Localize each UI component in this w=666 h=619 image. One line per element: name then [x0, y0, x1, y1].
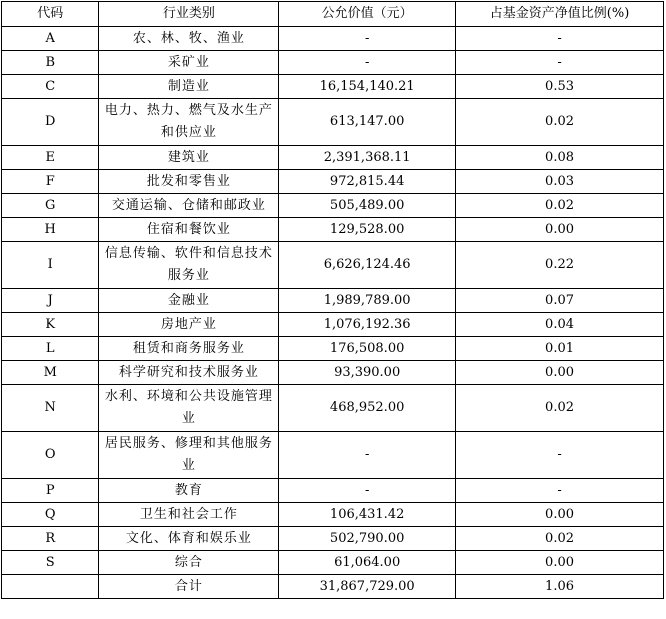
cell-code: Q — [2, 503, 99, 527]
cell-industry: 农、林、牧、渔业 — [99, 27, 279, 51]
cell-industry: 金融业 — [99, 289, 279, 313]
cell-industry: 批发和零售业 — [99, 170, 279, 194]
cell-fair-value: - — [279, 432, 456, 479]
cell-fair-value: - — [279, 479, 456, 503]
header-industry: 行业类别 — [99, 2, 279, 27]
table-header — [2, 2, 664, 27]
cell-industry: 电力、热力、燃气及水生产和供应业 — [99, 99, 279, 146]
cell-ratio: 0.07 — [456, 289, 664, 313]
cell-fair-value: 93,390.00 — [279, 361, 456, 385]
table-row — [2, 99, 664, 146]
cell-ratio: 0.02 — [456, 385, 664, 432]
cell-code: S — [2, 551, 99, 575]
cell-fair-value: 505,489.00 — [279, 194, 456, 218]
cell-code: E — [2, 146, 99, 170]
cell-industry: 水利、环境和公共设施管理业 — [99, 385, 279, 432]
cell-industry: 建筑业 — [99, 146, 279, 170]
table-row — [2, 337, 664, 361]
cell-industry: 居民服务、修理和其他服务业 — [99, 432, 279, 479]
cell-code: H — [2, 218, 99, 242]
cell-code: I — [2, 242, 99, 289]
cell-fair-value: - — [279, 51, 456, 75]
cell-fair-value: 61,064.00 — [279, 551, 456, 575]
table-row — [2, 194, 664, 218]
cell-ratio: 0.53 — [456, 75, 664, 99]
cell-ratio: 0.08 — [456, 146, 664, 170]
cell-code: O — [2, 432, 99, 479]
cell-ratio: 0.00 — [456, 361, 664, 385]
table-row — [2, 242, 664, 289]
cell-code: F — [2, 170, 99, 194]
table-body — [2, 27, 664, 599]
cell-ratio: - — [456, 479, 664, 503]
table-row — [2, 313, 664, 337]
cell-ratio: 0.02 — [456, 194, 664, 218]
cell-fair-value: 176,508.00 — [279, 337, 456, 361]
cell-industry: 房地产业 — [99, 313, 279, 337]
cell-fair-value: 6,626,124.46 — [279, 242, 456, 289]
cell-ratio: 0.22 — [456, 242, 664, 289]
table-row — [2, 51, 664, 75]
cell-industry: 教育 — [99, 479, 279, 503]
table-row — [2, 218, 664, 242]
cell-industry: 交通运输、仓储和邮政业 — [99, 194, 279, 218]
cell-ratio: 1.06 — [456, 575, 664, 599]
cell-fair-value: 1,989,789.00 — [279, 289, 456, 313]
cell-industry: 信息传输、软件和信息技术服务业 — [99, 242, 279, 289]
cell-industry: 合计 — [99, 575, 279, 599]
cell-ratio: 0.00 — [456, 551, 664, 575]
cell-ratio: 0.00 — [456, 503, 664, 527]
cell-code — [2, 575, 99, 599]
cell-fair-value: 1,076,192.36 — [279, 313, 456, 337]
cell-ratio: 0.02 — [456, 99, 664, 146]
cell-code: M — [2, 361, 99, 385]
cell-fair-value: 106,431.42 — [279, 503, 456, 527]
cell-code: G — [2, 194, 99, 218]
cell-code: C — [2, 75, 99, 99]
cell-industry: 卫生和社会工作 — [99, 503, 279, 527]
cell-code: R — [2, 527, 99, 551]
table-row — [2, 75, 664, 99]
cell-fair-value: 31,867,729.00 — [279, 575, 456, 599]
cell-fair-value: 468,952.00 — [279, 385, 456, 432]
cell-fair-value: 2,391,368.11 — [279, 146, 456, 170]
cell-code: K — [2, 313, 99, 337]
cell-code: J — [2, 289, 99, 313]
cell-industry: 综合 — [99, 551, 279, 575]
cell-industry: 文化、体育和娱乐业 — [99, 527, 279, 551]
cell-code: A — [2, 27, 99, 51]
cell-ratio: 0.01 — [456, 337, 664, 361]
cell-fair-value: - — [279, 27, 456, 51]
cell-code: P — [2, 479, 99, 503]
table-row — [2, 146, 664, 170]
cell-fair-value: 16,154,140.21 — [279, 75, 456, 99]
cell-industry: 采矿业 — [99, 51, 279, 75]
cell-industry: 科学研究和技术服务业 — [99, 361, 279, 385]
header-code: 代码 — [2, 2, 99, 27]
cell-ratio: - — [456, 432, 664, 479]
table-row — [2, 170, 664, 194]
cell-industry: 租赁和商务服务业 — [99, 337, 279, 361]
table-row — [2, 432, 664, 479]
cell-fair-value: 613,147.00 — [279, 99, 456, 146]
industry-allocation-table — [1, 1, 664, 599]
cell-code: D — [2, 99, 99, 146]
table-row — [2, 385, 664, 432]
cell-ratio: 0.03 — [456, 170, 664, 194]
table-row — [2, 503, 664, 527]
cell-fair-value: 972,815.44 — [279, 170, 456, 194]
cell-fair-value: 129,528.00 — [279, 218, 456, 242]
cell-ratio: 0.02 — [456, 527, 664, 551]
cell-industry: 住宿和餐饮业 — [99, 218, 279, 242]
table-row — [2, 289, 664, 313]
cell-ratio: 0.00 — [456, 218, 664, 242]
table-row — [2, 575, 664, 599]
header-ratio: 占基金资产净值比例(%) — [456, 2, 664, 27]
cell-fair-value: 502,790.00 — [279, 527, 456, 551]
cell-ratio: - — [456, 27, 664, 51]
table-row — [2, 27, 664, 51]
cell-code: L — [2, 337, 99, 361]
cell-ratio: - — [456, 51, 664, 75]
table-row — [2, 479, 664, 503]
table-row — [2, 361, 664, 385]
header-fair-value: 公允价值（元） — [279, 2, 456, 27]
cell-code: N — [2, 385, 99, 432]
cell-industry: 制造业 — [99, 75, 279, 99]
cell-code: B — [2, 51, 99, 75]
cell-ratio: 0.04 — [456, 313, 664, 337]
table-row — [2, 527, 664, 551]
table-row — [2, 551, 664, 575]
header-row — [2, 2, 664, 27]
